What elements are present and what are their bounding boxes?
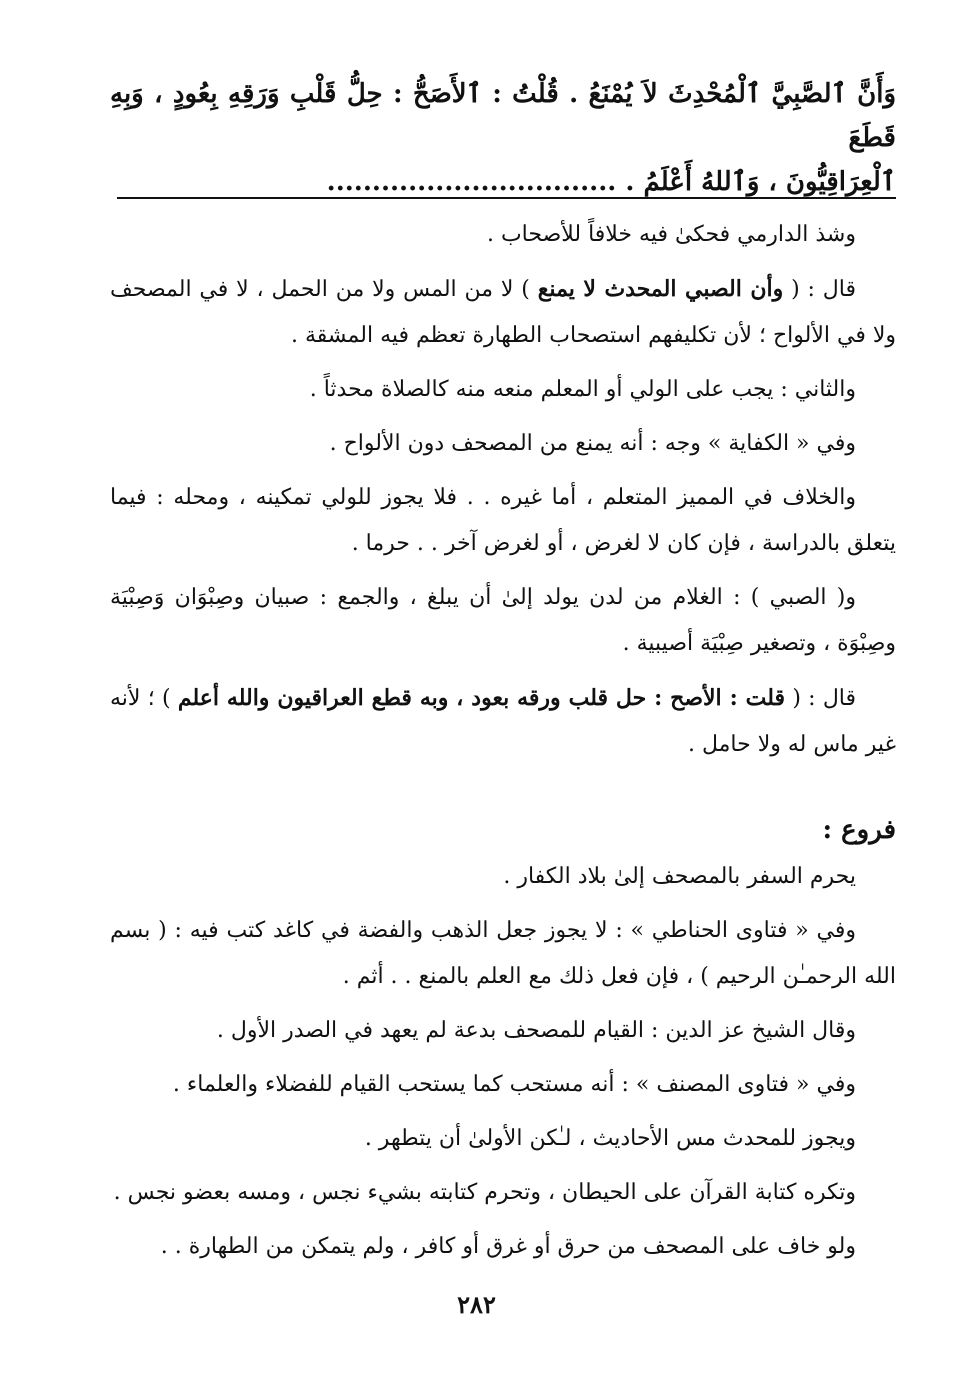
quoted-matn: قلت : الأصح : حل قلب ورقه بعود ، وبه قطع العراقيون والله أعلم <box>177 685 786 711</box>
sharh-paragraph: وشذ الدارمي فحكىٰ فيه خلافاً للأصحاب . <box>486 222 856 247</box>
quote-lead: قال : ( <box>791 277 856 302</box>
matn-line-2-text: ٱلْعِرَاقِيُّونَ ، وَٱللهُ أَعْلَمُ . <box>625 167 896 197</box>
furu-paragraph: يحرم السفر بالمصحف إلىٰ بلاد الكفار . <box>503 864 856 889</box>
furu-paragraph: وقال الشيخ عز الدين : القيام للمصحف بدعة لم يعهد في الصدر الأول . <box>216 1018 856 1043</box>
page-number: ٢٨٢ <box>457 1290 496 1319</box>
furu-paragraph: وفي « فتاوى المصنف » : أنه مستحب كما يستحب القيام للفضلاء والعلماء . <box>172 1072 856 1097</box>
quote-tail: ) ؛ لأنه غير ماس له ولا حامل . <box>110 686 896 757</box>
sharh-paragraph: والثاني : يجب على الولي أو المعلم منعه منه كالصلاة محدثاً . <box>309 377 856 402</box>
furu-paragraph: ولو خاف على المصحف من حرق أو غرق أو كافر ، ولم يتمكن من الطهارة . . <box>160 1234 856 1259</box>
quote-lead: قال : ( <box>792 686 857 711</box>
matn-text <box>110 72 896 204</box>
furu-paragraph: وفي « فتاوى الحناطي » : لا يجوز جعل الذهب والفضة في كاغد كتب فيه : ( بسم الله الرحمـٰن الرحيم ) ، فإن فعل ذلك مع العلم بالمنع . . أثم . <box>110 918 896 989</box>
sharh-paragraph <box>110 675 896 768</box>
sharh-paragraph <box>110 266 896 359</box>
sharh-paragraph: وفي « الكفاية » وجه : أنه يمنع من المصحف دون الألواح . <box>329 431 856 456</box>
section-heading-furu: فروع : <box>822 815 896 845</box>
quoted-matn: وأن الصبي المحدث لا يمنع <box>537 276 784 302</box>
furu-paragraph: ويجوز للمحدث مس الأحاديث ، لـٰكن الأولىٰ أن يتطهر . <box>364 1126 856 1151</box>
sharh-paragraph: و( الصبي ) : الغلام من لدن يولد إلىٰ أن يبلغ ، والجمع : صبيان وصِبْوَان وَصِبْيَة وصِبْوَة ، وتصغير صِبْيَة أصيبية . <box>110 585 896 656</box>
matn-line-1: وَأَنَّ ٱلصَّبِيَّ ٱلْمُحْدِثَ لاَ يُمْنَعُ . قُلْتُ : ٱلأَصَحُّ : حِلُّ قَلْبِ وَرَقِهِ بِعُودٍ ، وَبِهِ قَطَعَ <box>110 79 896 153</box>
furu-paragraph: وتكره كتابة القرآن على الحيطان ، وتحرم كتابته بشيء نجس ، ومسه بعضو نجس . <box>113 1180 856 1205</box>
sharh-paragraph: والخلاف في المميز المتعلم ، أما غيره . . فلا يجوز للولي تمكينه ، ومحله : فيما يتعلق بالدراسة ، فإن كان لا لغرض ، أو لغرض آخر . . حرما . <box>110 485 896 556</box>
sharh-text <box>110 212 896 1278</box>
matn-dots: ................................ <box>326 167 617 197</box>
quote-tail: ) لا من المس ولا من الحمل ، لا في المصحف ولا في الألواح ؛ لأن تكليفهم استصحاب الطهارة تعظم فيه المشقة . <box>110 277 896 348</box>
matn-divider-rule <box>117 197 896 199</box>
